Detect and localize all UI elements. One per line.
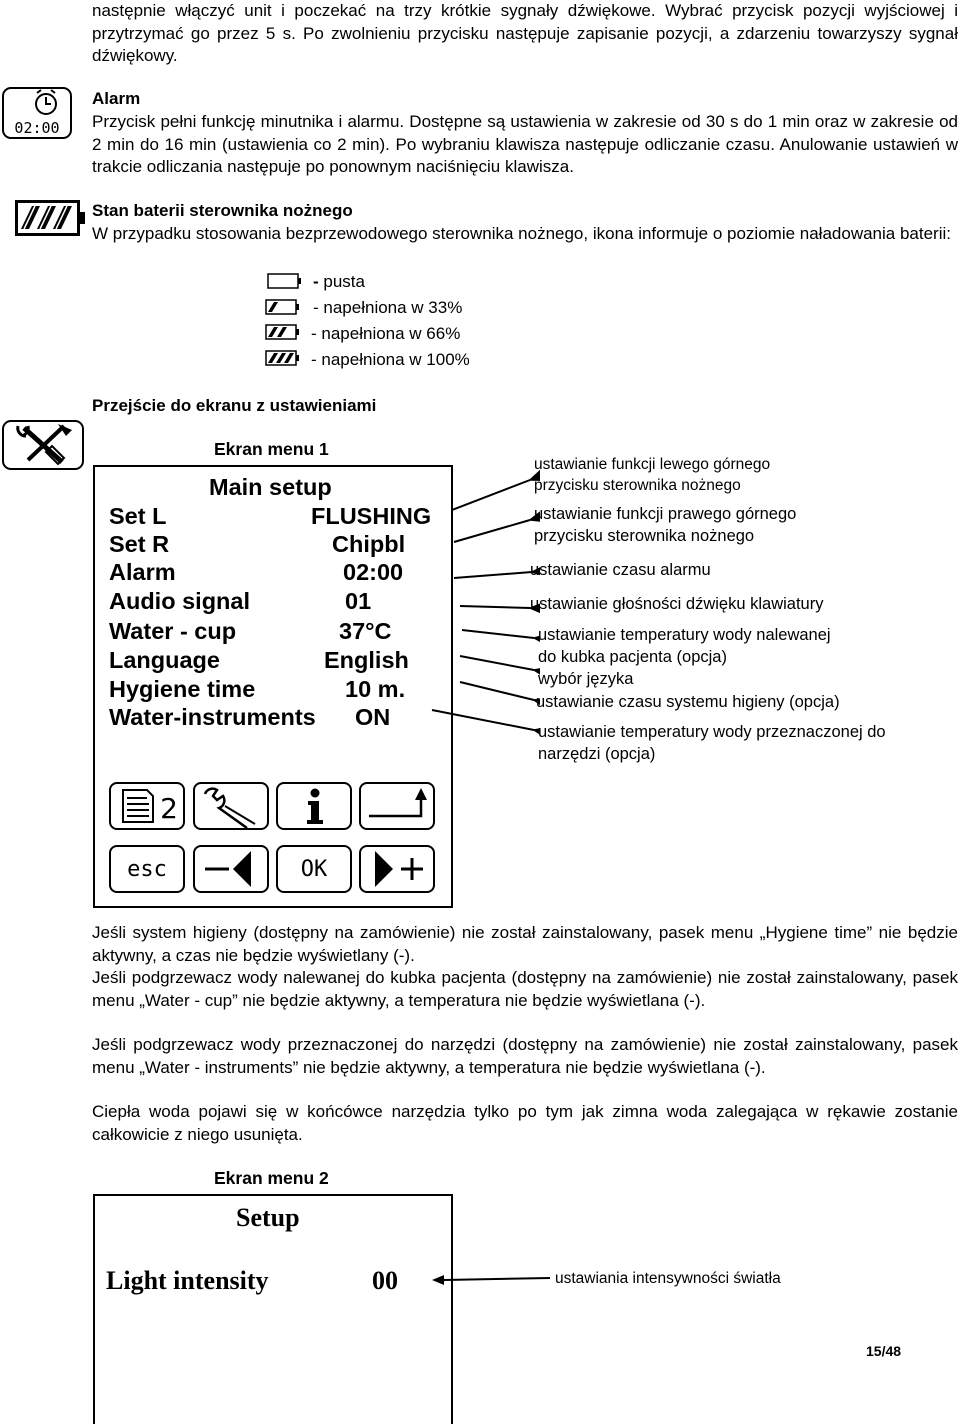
annotation-arrows — [420, 460, 540, 750]
battery-full-icon — [15, 200, 87, 236]
note-hygiene: Jeśli system higieny (dostępny na zamówienie) nie został zainstalowany, pasek menu „Hygiene time” nie będzie aktywny, a czas nie będzie wyświetlany (-). — [92, 923, 958, 965]
menu-row-audio-signal[interactable] — [109, 588, 439, 615]
annotation-set-l — [534, 454, 770, 496]
menu-row-name: Water-instruments — [109, 704, 316, 730]
annotation-line: ustawianie funkcji lewego górnego — [534, 456, 771, 473]
menu2-label: Ekran menu 2 — [214, 1168, 329, 1188]
battery-empty-icon — [267, 273, 303, 296]
menu-row-set-r[interactable] — [109, 531, 439, 558]
annotation-hygiene-time: ustawianie czasu systemu higieny (opcja) — [536, 693, 840, 711]
esc-button[interactable] — [109, 845, 185, 893]
menu-row-value: 02:00 — [343, 559, 404, 585]
battery-level-100: - napełniona w 100% — [311, 350, 470, 369]
alarm-clock-icon — [2, 87, 72, 139]
menu-row-name: Set R — [109, 531, 170, 557]
annotation-alarm: ustawianie czasu alarmu — [530, 561, 711, 579]
svg-text:02:00: 02:00 — [14, 119, 60, 137]
menu2-header: Setup — [236, 1203, 300, 1232]
menu-row-value: English — [324, 647, 409, 673]
annotation-line: przycisku sterownika nożnego — [534, 477, 741, 494]
intro-paragraph: następnie włączyć unit i poczekać na trzy krótkie sygnały dźwiękowe. Wybrać przycisk pozycji wyjściowej i przytrzymać go przez 5 s. Po zwolnieniu przycisku następuje zapisanie pozycji, a zdarzeniu towarzyszy sygnał dźwiękowy. — [92, 1, 958, 65]
annotation-line: przycisku sterownika nożnego — [534, 527, 755, 545]
menu-row-water-instruments[interactable] — [109, 704, 439, 731]
note-water-instruments: Jeśli podgrzewacz wody przeznaczonej do narzędzi (dostępny na zamówienie) nie został zainstalowany, pasek menu „Water - instruments” nie będzie aktywny, a temperatura nie będzie wyświetlana (-). — [92, 1035, 958, 1077]
menu-row-hygiene-time[interactable] — [109, 676, 439, 703]
annotation-line: ustawianie funkcji prawego górnego — [534, 505, 797, 523]
annotation-line: do kubka pacjenta (opcja) — [538, 648, 727, 666]
battery-level-33: - napełniona w 33% — [313, 298, 463, 317]
page-number: 15/48 — [866, 1343, 902, 1359]
menu-row-value: 00 — [372, 1266, 398, 1295]
svg-text:2: 2 — [160, 792, 178, 825]
annotation-audio-signal: ustawianie głośności dźwięku klawiatury — [530, 595, 824, 613]
menu-row-value: Chipbl — [332, 531, 406, 557]
right-arrow-plus-icon — [361, 847, 433, 891]
battery-description: W przypadku stosowania bezprzewodowego sterownika nożnego, ikona informuje o poziomie naładowania baterii: — [92, 224, 951, 243]
annotation-water-instruments — [538, 721, 886, 765]
wrench-button[interactable] — [193, 782, 269, 830]
alarm-title: Alarm — [92, 89, 141, 108]
note-water-cup: Jeśli podgrzewacz wody nalewanej do kubka pacjenta (dostępny na zamówienie) nie został zainstalowany, pasek menu „Water - cup” nie będzie aktywny, a temperatura nie będzie wyświetlana (-). — [92, 968, 958, 1010]
menu1-label: Ekran menu 1 — [214, 439, 329, 459]
annotation-line: narzędzi (opcja) — [538, 745, 656, 763]
minus-button[interactable] — [193, 845, 269, 893]
annotation-line: ustawianie temperatury wody nalewanej — [538, 626, 831, 644]
ok-label: OK — [300, 857, 328, 882]
menu-row-set-l[interactable] — [109, 503, 439, 530]
menu-row-value: FLUSHING — [311, 503, 432, 529]
menu-row-alarm[interactable] — [109, 559, 439, 586]
esc-label: esc — [127, 857, 167, 882]
menu-row-value: 10 m. — [345, 676, 406, 702]
battery-level-empty: - pusta — [313, 272, 365, 291]
wrench-icon — [195, 784, 267, 828]
battery-33-icon — [265, 299, 301, 322]
battery-100-icon — [265, 350, 301, 373]
info-icon — [278, 784, 350, 828]
minus-left-arrow-icon — [195, 847, 267, 891]
menu-row-name: Language — [109, 647, 220, 673]
annotation-arrow-light — [430, 1268, 555, 1292]
note-warm-water: Ciepła woda pojawi się w końcówce narzędzia tylko po tym jak zimna woda zalegająca w rękawie zostanie całkowicie z niego usunięta. — [92, 1102, 958, 1144]
menu-row-name: Hygiene time — [109, 676, 256, 702]
menu-row-water-cup[interactable] — [109, 618, 439, 645]
battery-66-icon — [265, 324, 301, 347]
menu-row-light-intensity[interactable] — [106, 1266, 426, 1296]
alarm-description: Przycisk pełni funkcję minutnika i alarmu. Dostępne są ustawienia w zakresie od 30 s do 1 min oraz w zakresie od 2 min do 16 min (ustawienia co 2 min). Po wybraniu klawisza następuje odliczanie czasu. Anulowanie ustawień w trakcie odliczania następuje po ponownym naciśnięciu klawisza. — [92, 112, 958, 176]
settings-section-title: Przejście do ekranu z ustawieniami — [92, 396, 377, 415]
info-button[interactable] — [276, 782, 352, 830]
annotation-line: ustawianie temperatury wody przeznaczonej do — [538, 723, 886, 741]
menu-row-name: Alarm — [109, 559, 176, 585]
annotation-set-r — [534, 503, 796, 547]
menu-row-name: Light intensity — [106, 1266, 269, 1295]
annotation-light-intensity: ustawiania intensywności światła — [555, 1270, 781, 1287]
plus-button[interactable] — [359, 845, 435, 893]
document-page-2-icon — [111, 784, 183, 828]
tools-settings-icon — [2, 420, 84, 470]
menu-row-name: Audio signal — [109, 588, 250, 614]
enter-arrow-icon — [361, 784, 433, 828]
menu-row-value: 01 — [345, 588, 372, 614]
enter-button[interactable] — [359, 782, 435, 830]
menu-row-language[interactable] — [109, 647, 439, 674]
menu-row-name: Set L — [109, 503, 167, 529]
menu1-header: Main setup — [209, 474, 332, 500]
annotation-water-cup — [538, 624, 831, 668]
menu-row-value: 37°C — [339, 618, 392, 644]
battery-level-66: - napełniona w 66% — [311, 324, 461, 343]
battery-title: Stan baterii sterownika nożnego — [92, 201, 353, 220]
page-2-button[interactable] — [109, 782, 185, 830]
menu-row-name: Water - cup — [109, 618, 237, 644]
annotation-language: wybór języka — [538, 670, 634, 688]
ok-button[interactable] — [276, 845, 352, 893]
menu-row-value: ON — [355, 704, 391, 730]
